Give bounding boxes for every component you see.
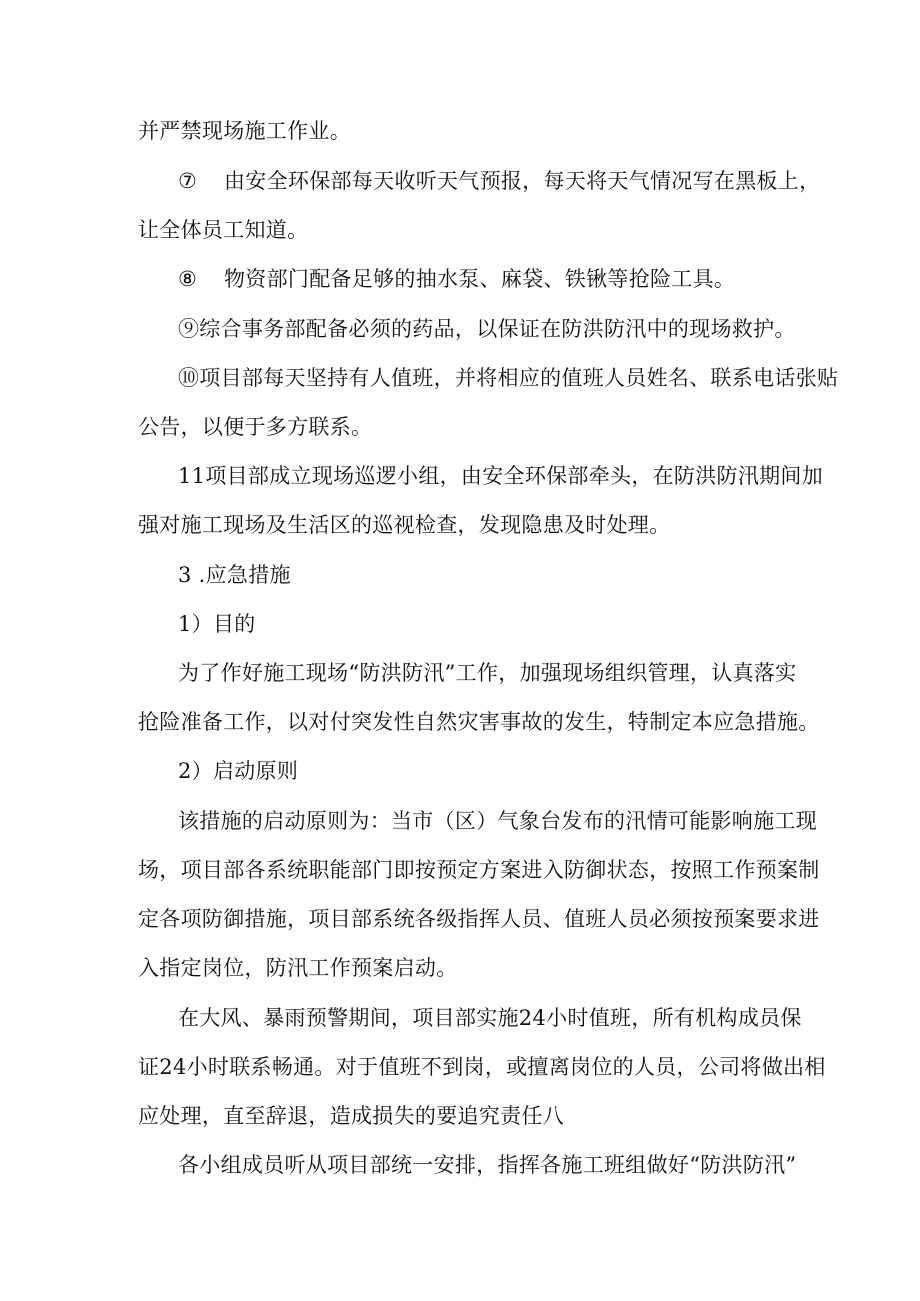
subsection-heading: 1）目的 [178,612,256,636]
list-marker: ⑦ [178,169,198,193]
text-line: 抢险准备工作，以对付突发性自然灾害事故的发生，特制定本应急措施。 [138,710,820,734]
text-line: 为了作好施工现场“防洪防汛”工作，加强现场组织管理，认真落实 [178,661,797,685]
text-line: 定各项防御措施，项目部系统各级指挥人员、值班人员必须按预案要求进 [138,907,820,931]
section-heading: 3 .应急措施 [178,563,291,587]
text-line: 并严禁现场施工作业。 [138,119,351,143]
text-line: 入指定岗位，防汛工作预案启动。 [138,956,458,980]
text-line: 应处理，直至辞退，造成损失的要追究责任八 [138,1104,564,1128]
text-line: 强对施工现场及生活区的巡视检查，发现隐患及时处理。 [138,513,671,537]
text-line: 证24小时联系畅通。对于值班不到岗，或擅离岗位的人员，公司将做出相 [138,1055,826,1079]
list-marker: ⑧ [178,267,198,291]
text-line: 场，项目部各系统职能部门即按预定方案进入防御状态，按照工作预案制 [138,858,820,882]
text-line: ⑨综合事务部配备必须的药品，以保证在防洪防汛中的现场救护。 [178,317,796,341]
text-line [178,265,735,293]
text-line: 让全体员工知道。 [138,218,309,242]
text-line: 该措施的启动原则为：当市（区）气象台发布的汛情可能影响施工现 [178,809,817,833]
text-line: 公告，以便于多方联系。 [138,415,373,439]
list-item-text: 物资部门配备足够的抽水泵、麻袋、铁锹等抢险工具。 [224,267,736,291]
list-item-text: 由安全环保部每天收听天气预报，每天将天气情况写在黑板上， [224,169,821,193]
text-line: 11项目部成立现场巡逻小组，由安全环保部牵头，在防洪防汛期间加 [178,464,824,488]
text-line [178,167,820,195]
subsection-heading: 2）启动原则 [178,759,299,783]
text-line: 在大风、暴雨预警期间，项目部实施24小时值班，所有机构成员保 [178,1006,802,1030]
text-line: 各小组成员听从项目部统一安排，指挥各施工班组做好“防洪防汛” [178,1153,797,1177]
text-line: ⑩项目部每天坚持有人值班，并将相应的值班人员姓名、联系电话张贴 [178,366,839,390]
